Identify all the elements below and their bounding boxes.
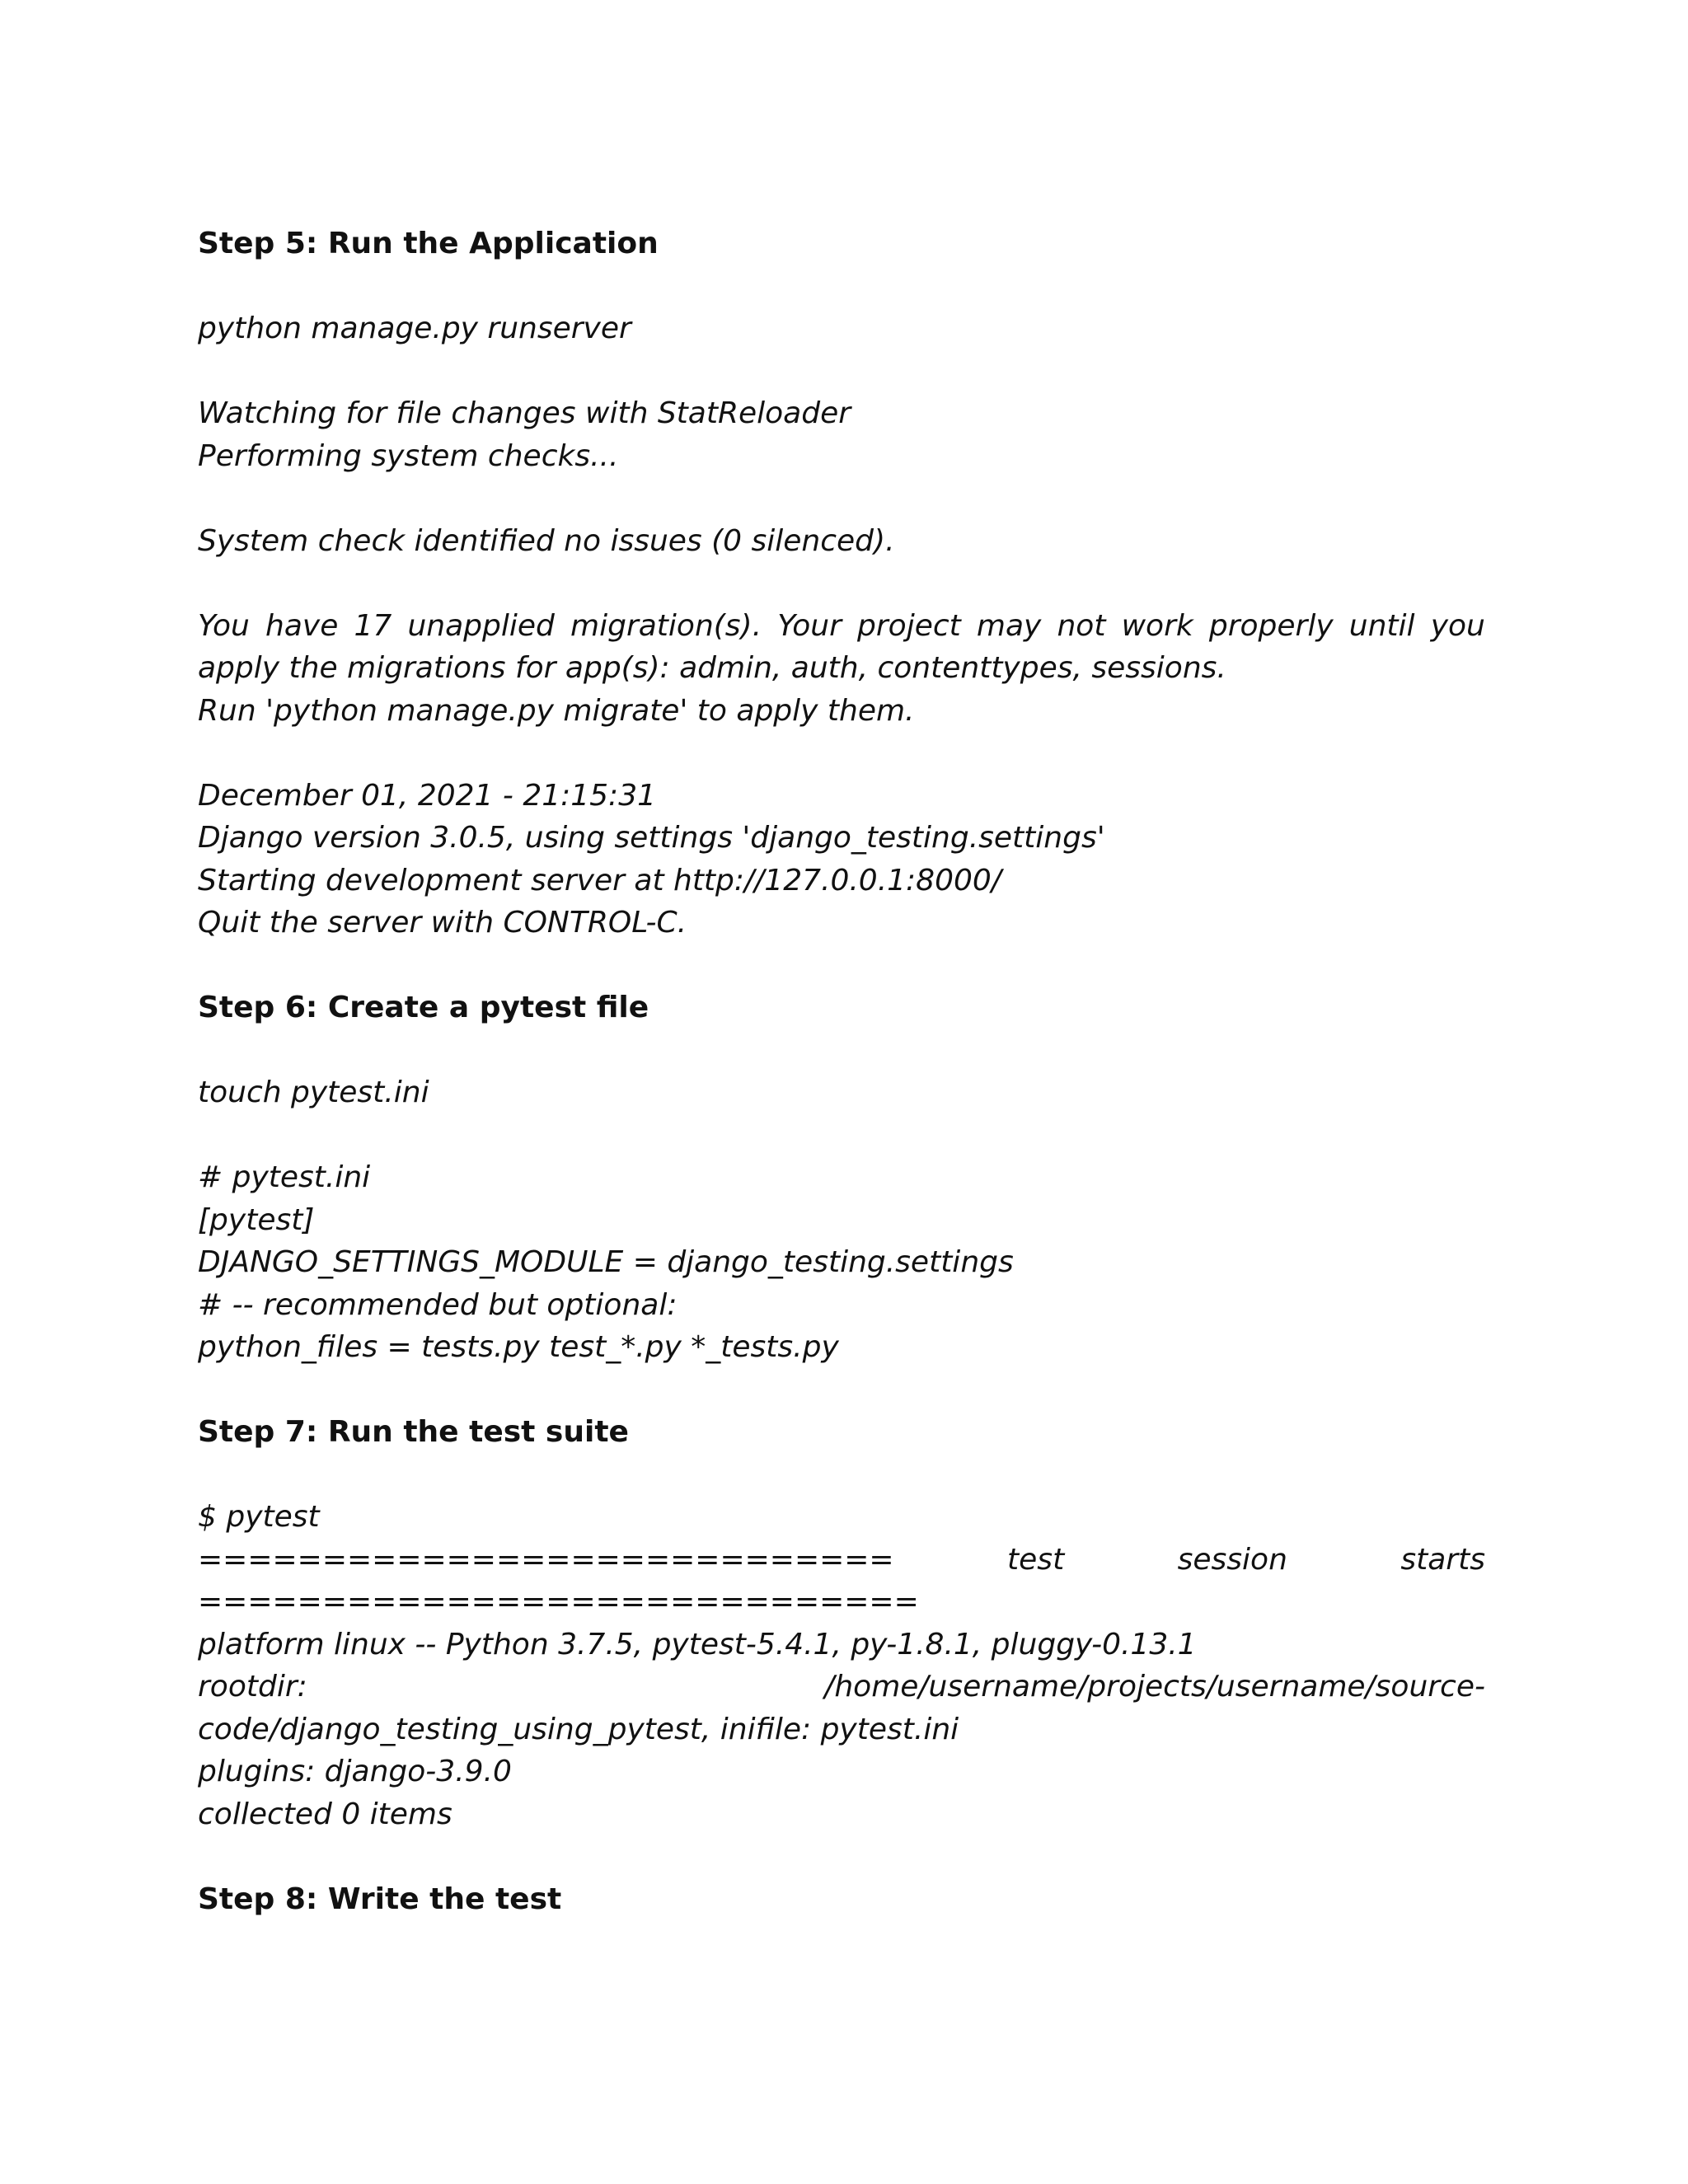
output-line: Watching for file changes with StatReloader — [198, 396, 851, 430]
spacer — [198, 350, 1485, 393]
output-line: Performing system checks... — [198, 438, 619, 473]
word: may — [976, 608, 1042, 643]
word: ============================ — [198, 1542, 894, 1577]
word: /home/username/projects/username/source- — [824, 1670, 1485, 1704]
step5-command: python manage.py runserver — [198, 312, 631, 345]
word: test — [1007, 1542, 1065, 1577]
document-page — [198, 223, 1485, 1920]
spacer — [198, 1029, 1485, 1072]
step6-command: touch pytest.ini — [198, 1076, 429, 1109]
step7-heading: Step 7: Run the test suite — [198, 1415, 629, 1449]
ini-line: [pytest] — [198, 1202, 315, 1237]
spacer — [198, 732, 1485, 775]
step5-heading: Step 5: Run the Application — [198, 227, 659, 260]
spacer — [198, 562, 1485, 605]
word: project — [857, 608, 961, 643]
word: properly — [1208, 608, 1334, 643]
word: you — [1430, 608, 1485, 643]
spacer — [198, 265, 1485, 308]
output-line: Django version 3.0.5, using settings 'django_testing.settings' — [198, 821, 1105, 855]
word: session — [1177, 1542, 1287, 1577]
session-line-justified — [198, 1539, 1485, 1582]
word: not — [1057, 608, 1106, 643]
output-line: System check identified no issues (0 silenced). — [198, 523, 895, 558]
spacer — [198, 1114, 1485, 1157]
word: have — [265, 608, 339, 643]
word: 17 — [354, 608, 392, 643]
output-line: Quit the server with CONTROL-C. — [198, 906, 687, 940]
output-line: Starting development server at http://127.0.0.1:8000/ — [198, 863, 1001, 898]
ini-line: python_files = tests.py test_*.py *_tests.py — [198, 1330, 839, 1364]
output-line: collected 0 items — [198, 1797, 452, 1831]
spacer — [198, 477, 1485, 520]
ini-line: # -- recommended but optional: — [198, 1287, 678, 1322]
word: migration(s). — [570, 608, 762, 643]
spacer — [198, 1835, 1485, 1878]
step8-heading: Step 8: Write the test — [198, 1882, 562, 1916]
output-line: December 01, 2021 - 21:15:31 — [198, 778, 656, 813]
step7-command: $ pytest — [198, 1500, 320, 1534]
spacer — [198, 944, 1485, 987]
step6-heading: Step 6: Create a pytest file — [198, 991, 649, 1024]
rootdir-line-justified — [198, 1666, 1485, 1708]
word: rootdir: — [198, 1670, 307, 1704]
word: Your — [777, 608, 842, 643]
word: work — [1121, 608, 1193, 643]
output-line: ============================= — [198, 1585, 919, 1619]
spacer — [198, 1454, 1485, 1497]
spacer — [198, 1369, 1485, 1412]
word: starts — [1400, 1542, 1485, 1577]
word: until — [1348, 608, 1415, 643]
ini-line: DJANGO_SETTINGS_MODULE = django_testing.settings — [198, 1245, 1014, 1279]
output-line: Run 'python manage.py migrate' to apply them. — [198, 693, 915, 728]
migration-line-justified — [198, 605, 1485, 648]
word: unapplied — [407, 608, 555, 643]
word: You — [198, 608, 250, 643]
output-line: platform linux -- Python 3.7.5, pytest-5.4.1, py-1.8.1, pluggy-0.13.1 — [198, 1627, 1197, 1661]
output-line: plugins: django-3.9.0 — [198, 1755, 512, 1788]
output-line: apply the migrations for app(s): admin, auth, contenttypes, sessions. — [198, 651, 1226, 685]
output-line: code/django_testing_using_pytest, inifile: pytest.ini — [198, 1712, 959, 1746]
ini-line: # pytest.ini — [198, 1160, 371, 1194]
